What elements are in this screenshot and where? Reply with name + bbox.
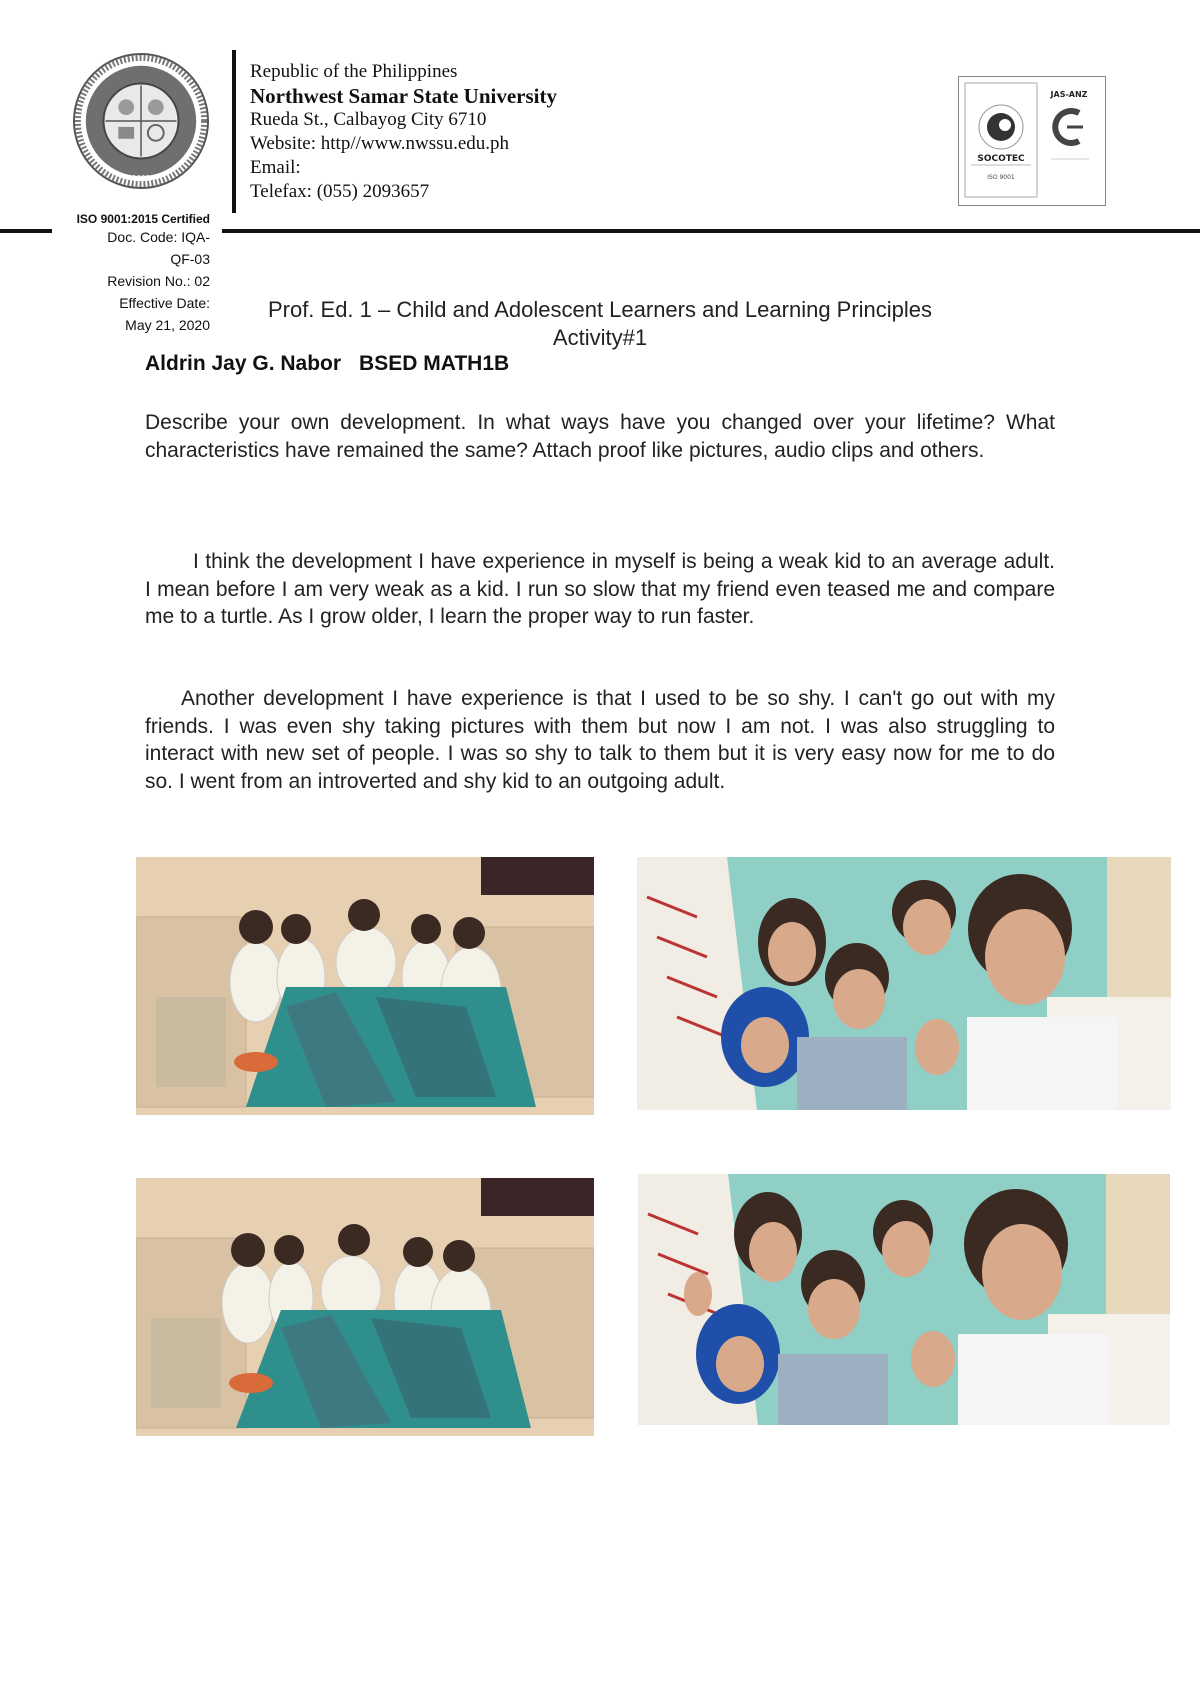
university-seal [72, 52, 210, 190]
student-name: Aldrin Jay G. Nabor [145, 352, 342, 375]
photo-selfie-2 [638, 1174, 1170, 1425]
header-vertical-rule [232, 50, 236, 213]
header-rule-left [0, 229, 52, 233]
activity-prompt: Describe your own development. In what ways have you changed over your lifetime? What characteristics have remained the same? Attach proof like pictures, audio clips and others. [145, 411, 1055, 462]
svg-text:JAS-ANZ: JAS-ANZ [1050, 90, 1088, 99]
certification-logos [958, 76, 1106, 206]
university-name: Northwest Samar State University [250, 84, 557, 108]
student-line [145, 352, 527, 376]
photo-cafe-group-2 [136, 1178, 594, 1436]
header-rule-right [222, 229, 1200, 233]
svg-text:SOCOTEC: SOCOTEC [977, 154, 1025, 164]
course-title: Prof. Ed. 1 – Child and Adolescent Learners and Learning Principles [267, 297, 933, 322]
photo-selfie-1 [637, 857, 1171, 1110]
address-line: Rueda St., Calbayog City 6710 [250, 109, 487, 130]
answer-paragraph-2 [145, 685, 1055, 795]
email-line: Email: [250, 157, 301, 178]
svg-text:ISO 9001: ISO 9001 [987, 174, 1015, 181]
doc-code: Doc. Code: IQA- QF-03 [107, 229, 210, 267]
activity-label: Activity#1 [552, 325, 648, 350]
effective-date-label: Effective Date: [119, 295, 210, 311]
photo-cafe-group-1 [136, 857, 594, 1115]
paragraph-text: Another development I have experience is that I used to be so shy. I can't go out with my friends. I was even shy taking pictures with them but now I am not. I was also struggling to interact with new set of people. I was so shy to talk to them but it is very easy now for me to do so. I went from an introverted and shy kid to an outgoing adult. [145, 687, 1055, 793]
answer-paragraph-1 [145, 548, 1055, 631]
website-line: Website: http//www.nwssu.edu.ph [250, 133, 509, 154]
telefax-line: Telefax: (055) 2093657 [250, 181, 430, 202]
student-program: BSED MATH1B [359, 352, 510, 375]
republic-line: Republic of the Philippines [250, 61, 458, 82]
course-heading [200, 296, 1000, 352]
university-address-block [250, 60, 557, 204]
svg-text:1960: 1960 [132, 174, 150, 183]
paragraph-text: I think the development I have experience in myself is being a weak kid to an average adult. I mean before I am very weak as a kid. I run so slow that my friend even teased me and compare me to a turtle. As I grow older, I learn the proper way to run faster. [145, 550, 1055, 628]
effective-date: May 21, 2020 [125, 317, 210, 333]
iso-certified: ISO 9001:2015 Certified [76, 212, 210, 226]
revision-number: Revision No.: 02 [107, 273, 210, 289]
document-info [60, 212, 210, 336]
